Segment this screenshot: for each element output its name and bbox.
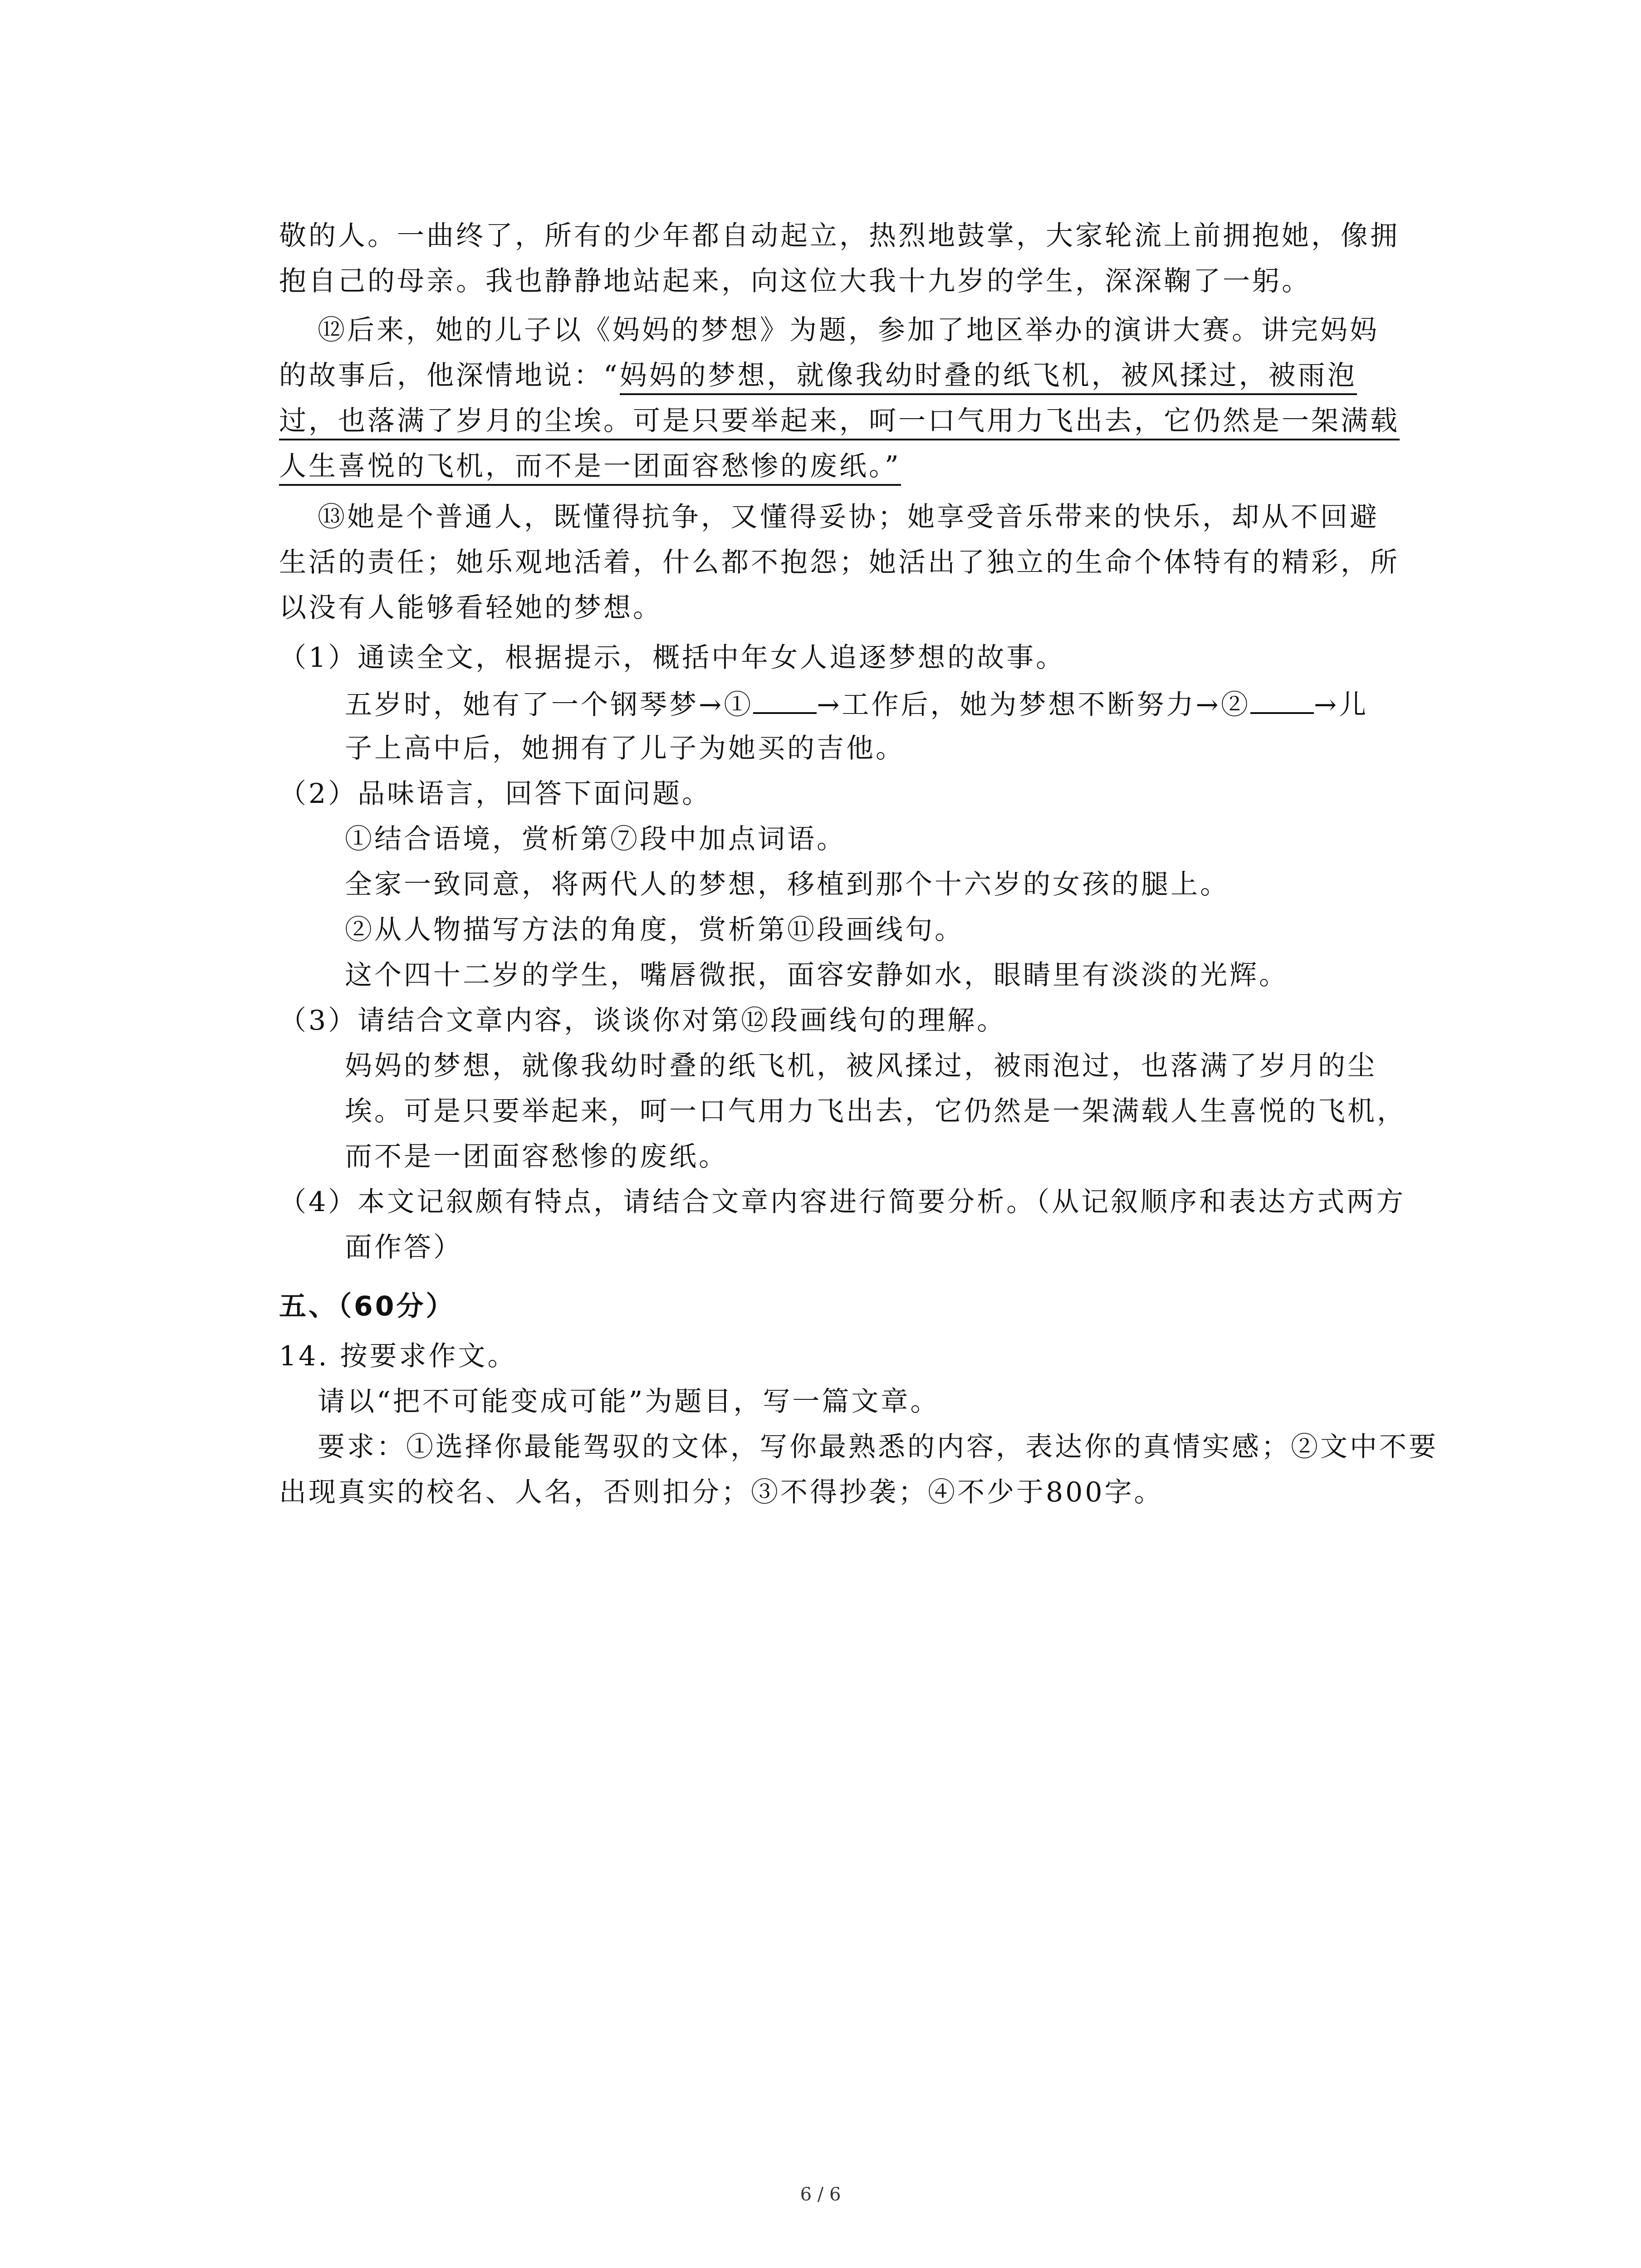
question-3-line: 埃。可是只要举起来，呵一口气用力飞出去，它仍然是一架满载人生喜悦的飞机， xyxy=(345,1095,1406,1127)
passage-line: ⑫后来，她的儿子以《妈妈的梦想》为题，参加了地区举办的演讲大赛。讲完妈妈 xyxy=(318,314,1379,346)
section-heading: 五、（60分） xyxy=(279,1290,456,1322)
passage-line: 以没有人能够看轻她的梦想。 xyxy=(279,592,662,624)
question-1-line: 子上高中后，她拥有了儿子为她买的吉他。 xyxy=(345,733,905,764)
essay-prompt: 请以“把不可能变成可能”为题目，写一篇文章。 xyxy=(318,1386,940,1418)
question-1-title: （1）通读全文，根据提示，概括中年女人追逐梦想的故事。 xyxy=(279,642,1066,674)
passage-line: 生活的责任；她乐观地活着，什么都不抱怨；她活出了独立的生命个体特有的精彩，所 xyxy=(279,547,1400,578)
passage-line: ⑬她是个普通人，既懂得抗争，又懂得妥协；她享受音乐带来的快乐，却从不回避 xyxy=(318,501,1379,533)
question-text: →工作后，她为梦想不断努力→② xyxy=(817,689,1250,721)
underlined-sentence: 人生喜悦的飞机，而不是一团面容愁惨的废纸。” xyxy=(279,450,901,486)
passage-line xyxy=(279,403,1400,439)
question-text: →儿 xyxy=(1313,689,1369,721)
question-text: 五岁时，她有了一个钢琴梦→① xyxy=(345,689,754,721)
question-2-sub2: ②从人物描写方法的角度，赏析第⑪段画线句。 xyxy=(345,914,964,946)
question-2-title: （2）品味语言，回答下面问题。 xyxy=(279,778,712,810)
question-2-sub1-text: 全家一致同意，将两代人的梦想，移植到那个十六岁的女孩的腿上。 xyxy=(345,869,1230,900)
underlined-sentence: 过，也落满了岁月的尘埃。可是只要举起来，呵一口气用力飞出去，它仍然是一架满载 xyxy=(279,405,1400,440)
question-4-line: 面作答） xyxy=(345,1232,463,1263)
page-number: 6 / 6 xyxy=(800,2184,841,2205)
question-1-line xyxy=(345,685,1368,723)
question-2-sub1: ①结合语境，赏析第⑦段中加点词语。 xyxy=(345,823,846,855)
question-4-line: （4）本文记叙颇有特点，请结合文章内容进行简要分析。（从记叙顺序和表达方式两方 xyxy=(279,1186,1406,1218)
passage-line: 敬的人。一曲终了，所有的少年都自动起立，热烈地鼓掌，大家轮流上前拥抱她，像拥 xyxy=(279,220,1400,252)
question-3-line: 而不是一团面容愁惨的废纸。 xyxy=(345,1141,728,1173)
question-3-line: 妈妈的梦想，就像我幼时叠的纸飞机，被风揉过，被雨泡过，也落满了岁月的尘 xyxy=(345,1050,1377,1082)
passage-text: 的故事后，他深情地说：“ xyxy=(279,360,620,391)
essay-requirements: 要求：①选择你最能驾驭的文体，写你最熟悉的内容，表达你的真情实感；②文中不要 xyxy=(318,1431,1438,1463)
question-2-sub2-text: 这个四十二岁的学生，嘴唇微抿，面容安静如水，眼睛里有淡淡的光辉。 xyxy=(345,959,1288,991)
underlined-sentence: 妈妈的梦想，就像我幼时叠的纸飞机，被风揉过，被雨泡 xyxy=(620,360,1357,395)
passage-line xyxy=(279,357,1357,394)
answer-blank-2[interactable] xyxy=(1250,685,1314,714)
answer-blank-1[interactable] xyxy=(753,685,817,714)
passage-line: 抱自己的母亲。我也静静地站起来，向这位大我十九岁的学生，深深鞠了一躬。 xyxy=(279,265,1311,297)
question-3-title: （3）请结合文章内容，谈谈你对第⑫段画线句的理解。 xyxy=(279,1005,1007,1036)
essay-requirements: 出现真实的校名、人名，否则扣分；③不得抄袭；④不少于800字。 xyxy=(279,1476,1164,1508)
question-14-number: 14. 按要求作文。 xyxy=(279,1340,517,1372)
passage-line xyxy=(279,448,901,484)
